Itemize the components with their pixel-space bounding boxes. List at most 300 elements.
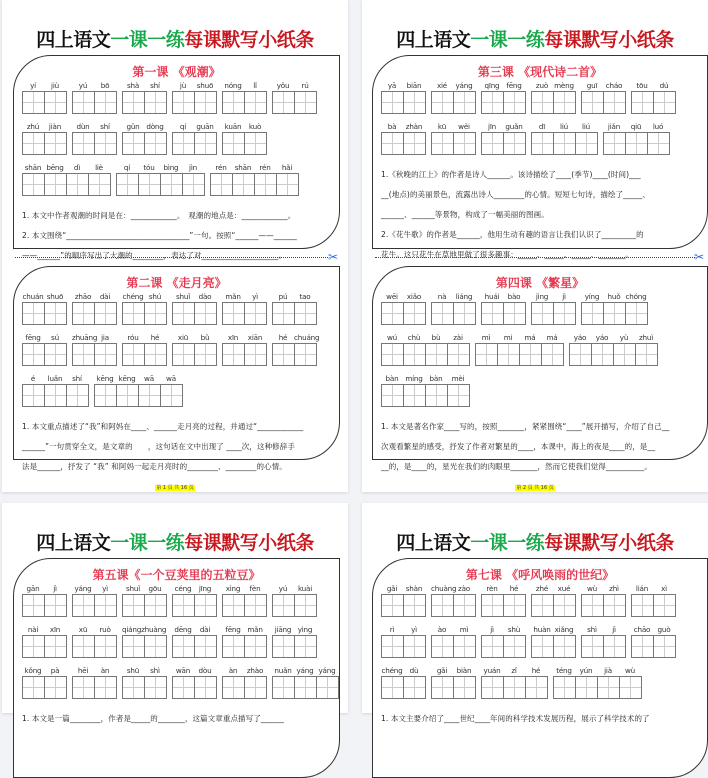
word-group [381, 373, 470, 413]
character-box[interactable] [117, 174, 139, 195]
character-box[interactable] [123, 303, 145, 324]
character-box[interactable] [382, 344, 404, 365]
character-box[interactable] [632, 595, 654, 616]
question-line: 1. 本文是著名作家____写的，按照_______，紧紧围绕“____”展开描写，介绍了自己__ [381, 422, 670, 431]
character-box[interactable] [45, 595, 67, 616]
character-box[interactable] [95, 595, 117, 616]
pinyin-syllable: yì [252, 292, 258, 301]
character-box[interactable] [404, 92, 426, 113]
character-box[interactable] [273, 303, 295, 324]
character-box[interactable] [45, 636, 67, 657]
character-box[interactable] [161, 174, 183, 195]
word-group [222, 291, 267, 331]
writing-grid [631, 594, 676, 617]
character-box[interactable] [382, 303, 404, 324]
character-box[interactable] [23, 92, 45, 113]
pinyin-syllable: mèng [554, 81, 574, 90]
lesson-title: 第二课 《走月亮》 [126, 276, 227, 290]
character-box[interactable] [592, 344, 614, 365]
pinyin-syllable: zài [453, 333, 463, 342]
character-box[interactable] [554, 677, 576, 698]
character-box[interactable] [73, 636, 95, 657]
character-box[interactable] [554, 303, 576, 324]
word-group [531, 291, 576, 331]
character-box[interactable] [117, 385, 139, 406]
pinyin-label [22, 665, 67, 676]
word-group [116, 162, 205, 202]
pinyin-syllable: gǎi [386, 584, 398, 593]
title-part-3: 每课默写小纸条 [184, 29, 314, 51]
character-box[interactable] [145, 133, 167, 154]
word-group [631, 80, 676, 120]
character-box[interactable] [173, 303, 195, 324]
character-box[interactable] [432, 133, 454, 154]
character-box[interactable] [454, 595, 476, 616]
character-box[interactable] [23, 595, 45, 616]
character-box[interactable] [195, 133, 217, 154]
character-box[interactable] [277, 174, 299, 195]
character-box[interactable] [382, 636, 404, 657]
character-box[interactable] [295, 344, 317, 365]
character-box[interactable] [382, 385, 404, 406]
pinyin-syllable: dī [538, 122, 546, 131]
character-box[interactable] [173, 636, 195, 657]
pinyin-syllable: yìng [297, 625, 313, 634]
writing-grid [431, 635, 476, 658]
character-box[interactable] [382, 677, 404, 698]
pinyin-syllable: pú [278, 292, 288, 301]
character-box[interactable] [454, 133, 476, 154]
word-group [581, 291, 648, 331]
character-box[interactable] [604, 133, 626, 154]
character-box[interactable] [504, 595, 526, 616]
character-box[interactable] [95, 636, 117, 657]
pinyin-syllable: mi [503, 333, 513, 342]
character-box[interactable] [123, 92, 145, 113]
pinyin-syllable: shí [100, 122, 110, 131]
character-box[interactable] [89, 174, 111, 195]
pinyin-label [481, 624, 526, 635]
character-box[interactable] [245, 595, 267, 616]
character-box[interactable] [654, 92, 676, 113]
character-box[interactable] [23, 133, 45, 154]
character-box[interactable] [173, 133, 195, 154]
character-box[interactable] [520, 344, 542, 365]
pinyin-label [122, 80, 167, 91]
character-box[interactable] [273, 595, 295, 616]
character-box[interactable] [604, 92, 626, 113]
character-box[interactable] [245, 92, 267, 113]
character-box[interactable] [139, 385, 161, 406]
character-box[interactable] [95, 677, 117, 698]
character-box[interactable] [67, 385, 89, 406]
pinyin-syllable: hé [531, 666, 541, 675]
writing-grid [22, 676, 67, 699]
pinyin-syllable: kēng [96, 374, 114, 383]
character-box[interactable] [482, 303, 504, 324]
character-box[interactable] [45, 385, 67, 406]
character-box[interactable] [173, 344, 195, 365]
writing-grid [481, 635, 526, 658]
character-box[interactable] [476, 344, 498, 365]
character-box[interactable] [223, 636, 245, 657]
character-box[interactable] [23, 174, 45, 195]
character-box[interactable] [454, 636, 476, 657]
character-box[interactable] [255, 174, 277, 195]
pinyin-label [22, 121, 67, 132]
pinyin-syllable: pà [50, 666, 60, 675]
pinyin-label [569, 332, 658, 343]
character-box[interactable] [123, 677, 145, 698]
character-box[interactable] [542, 344, 564, 365]
pinyin-row [22, 162, 339, 202]
character-box[interactable] [223, 595, 245, 616]
character-box[interactable] [123, 636, 145, 657]
character-box[interactable] [245, 677, 267, 698]
word-group [222, 583, 267, 623]
character-box[interactable] [273, 677, 295, 698]
pinyin-syllable: zhāo [74, 292, 92, 301]
word-group [22, 373, 89, 413]
character-box[interactable] [498, 344, 520, 365]
pinyin-syllable: zào [458, 584, 470, 593]
character-box[interactable] [532, 92, 554, 113]
character-box[interactable] [504, 303, 526, 324]
writing-grid [631, 91, 676, 114]
character-box[interactable] [382, 92, 404, 113]
character-box[interactable] [45, 92, 67, 113]
pinyin-syllable: guān [196, 122, 214, 131]
character-box[interactable] [95, 385, 117, 406]
character-box[interactable] [448, 385, 470, 406]
word-group [481, 121, 526, 161]
character-box[interactable] [195, 92, 217, 113]
character-box[interactable] [223, 92, 245, 113]
character-box[interactable] [526, 677, 548, 698]
pinyin-syllable: wù [624, 666, 636, 675]
character-box[interactable] [195, 677, 217, 698]
pinyin-syllable: xiū [177, 333, 189, 342]
scissors-icon: ✂ [328, 250, 339, 264]
character-box[interactable] [145, 303, 167, 324]
character-box[interactable] [404, 303, 426, 324]
character-box[interactable] [404, 636, 426, 657]
pinyin-syllable: xiān [247, 333, 263, 342]
page-title [362, 25, 708, 52]
character-box[interactable] [139, 174, 161, 195]
character-box[interactable] [123, 344, 145, 365]
character-box[interactable] [73, 677, 95, 698]
character-box[interactable] [432, 636, 454, 657]
pinyin-syllable: qí [179, 122, 187, 131]
writing-grid [172, 676, 217, 699]
character-box[interactable] [636, 344, 658, 365]
character-box[interactable] [223, 344, 245, 365]
character-box[interactable] [145, 636, 167, 657]
character-box[interactable] [273, 344, 295, 365]
writing-grid [475, 343, 564, 366]
character-box[interactable] [223, 677, 245, 698]
word-group [22, 291, 67, 331]
character-box[interactable] [195, 344, 217, 365]
character-box[interactable] [554, 92, 576, 113]
pinyin-rows [373, 80, 707, 161]
pinyin-syllable: chéng [381, 666, 403, 675]
word-group [122, 80, 167, 120]
character-box[interactable] [95, 92, 117, 113]
writing-grid [122, 635, 167, 658]
writing-grid [72, 91, 117, 114]
character-box[interactable] [604, 595, 626, 616]
character-box[interactable] [482, 595, 504, 616]
character-box[interactable] [654, 595, 676, 616]
word-group [222, 624, 267, 664]
character-box[interactable] [554, 636, 576, 657]
character-box[interactable] [233, 174, 255, 195]
character-box[interactable] [582, 595, 604, 616]
character-box[interactable] [161, 385, 183, 406]
pinyin-syllable: yáng [74, 584, 92, 593]
character-box[interactable] [454, 303, 476, 324]
character-box[interactable] [382, 133, 404, 154]
character-box[interactable] [145, 595, 167, 616]
character-box[interactable] [426, 385, 448, 406]
word-group [531, 121, 598, 161]
character-box[interactable] [223, 133, 245, 154]
character-box[interactable] [532, 636, 554, 657]
character-box[interactable] [432, 92, 454, 113]
character-box[interactable] [482, 677, 504, 698]
pinyin-row [381, 373, 707, 413]
character-box[interactable] [123, 595, 145, 616]
pinyin-syllable: yáng [296, 666, 314, 675]
pinyin-syllable: zhuāng [72, 333, 98, 342]
word-group [631, 583, 676, 623]
character-box[interactable] [532, 133, 554, 154]
pinyin-label [222, 665, 267, 676]
character-box[interactable] [604, 303, 626, 324]
character-box[interactable] [195, 636, 217, 657]
character-box[interactable] [295, 595, 317, 616]
pinyin-syllable: hǎi [281, 163, 293, 172]
character-box[interactable] [145, 677, 167, 698]
writing-grid [431, 132, 476, 155]
character-box[interactable] [23, 636, 45, 657]
character-box[interactable] [95, 133, 117, 154]
writing-grid [222, 343, 267, 366]
pinyin-label [531, 583, 576, 594]
pinyin-syllable: chuán [22, 292, 44, 301]
character-box[interactable] [23, 385, 45, 406]
character-box[interactable] [632, 92, 654, 113]
pinyin-syllable: bàn [429, 374, 443, 383]
character-box[interactable] [273, 636, 295, 657]
pinyin-syllable: liú [582, 122, 590, 131]
character-box[interactable] [295, 636, 317, 657]
writing-grid [531, 302, 576, 325]
word-group [272, 291, 317, 331]
character-box[interactable] [245, 636, 267, 657]
pinyin-label [94, 373, 183, 384]
character-box[interactable] [504, 92, 526, 113]
word-group [72, 121, 117, 161]
word-group [122, 291, 167, 331]
character-box[interactable] [273, 92, 295, 113]
character-box[interactable] [23, 303, 45, 324]
character-box[interactable] [576, 133, 598, 154]
character-box[interactable] [532, 595, 554, 616]
pinyin-label [431, 291, 476, 302]
writing-grid [603, 132, 670, 155]
character-box[interactable] [576, 677, 598, 698]
question-line: 2. 本文围绕“________________________________”一句。按照“______——______ [22, 231, 297, 240]
character-box[interactable] [382, 595, 404, 616]
word-group [22, 121, 67, 161]
character-box[interactable] [23, 344, 45, 365]
character-box[interactable] [73, 92, 95, 113]
pinyin-syllable: shuō [46, 292, 64, 301]
word-group [431, 665, 476, 705]
character-box[interactable] [404, 344, 426, 365]
word-group [431, 80, 476, 120]
pinyin-syllable: má [546, 333, 558, 342]
character-box[interactable] [432, 595, 454, 616]
character-box[interactable] [295, 677, 317, 698]
question-line: 1. 本文主要介绍了____世纪____年间的科学技术发展历程，展示了科学技术的了 [381, 714, 650, 723]
character-box[interactable] [295, 92, 317, 113]
title-part-2: 一课一练 [470, 532, 545, 554]
pinyin-syllable: xiǎng [554, 625, 574, 634]
pinyin-syllable: rén [215, 163, 227, 172]
character-box[interactable] [317, 677, 339, 698]
pinyin-syllable: yáo [573, 333, 587, 342]
pinyin-label [272, 332, 320, 343]
character-box[interactable] [620, 677, 642, 698]
character-box[interactable] [654, 636, 676, 657]
character-box[interactable] [482, 133, 504, 154]
character-box[interactable] [598, 677, 620, 698]
character-box[interactable] [454, 92, 476, 113]
question-line: ——______”的顺序写出了大潮的________，表达了对____________________。 [22, 251, 287, 260]
character-box[interactable] [570, 344, 592, 365]
pinyin-syllable: chāo [633, 625, 651, 634]
character-box[interactable] [648, 133, 670, 154]
character-box[interactable] [145, 92, 167, 113]
character-box[interactable] [45, 133, 67, 154]
character-box[interactable] [73, 303, 95, 324]
character-box[interactable] [73, 133, 95, 154]
page-1 [2, 0, 348, 492]
writing-grid [22, 594, 67, 617]
character-box[interactable] [482, 636, 504, 657]
character-box[interactable] [145, 344, 167, 365]
writing-grid [531, 594, 576, 617]
writing-grid [272, 635, 317, 658]
character-box[interactable] [582, 303, 604, 324]
pinyin-row [22, 291, 339, 331]
character-box[interactable] [632, 636, 654, 657]
character-box[interactable] [448, 344, 470, 365]
pinyin-syllable: cháo [605, 81, 623, 90]
character-box[interactable] [183, 174, 205, 195]
character-box[interactable] [73, 344, 95, 365]
character-box[interactable] [582, 92, 604, 113]
character-box[interactable] [245, 133, 267, 154]
pinyin-syllable: wā [144, 374, 154, 383]
character-box[interactable] [95, 344, 117, 365]
character-box[interactable] [404, 677, 426, 698]
character-box[interactable] [173, 92, 195, 113]
character-box[interactable] [173, 595, 195, 616]
character-box[interactable] [295, 303, 317, 324]
pinyin-syllable: shí [150, 81, 160, 90]
character-box[interactable] [554, 595, 576, 616]
pinyin-label [222, 583, 267, 594]
character-box[interactable] [195, 303, 217, 324]
character-box[interactable] [195, 595, 217, 616]
pinyin-label [22, 583, 67, 594]
character-box[interactable] [211, 174, 233, 195]
pinyin-syllable: àn [228, 666, 238, 675]
character-box[interactable] [123, 133, 145, 154]
pinyin-syllable: mǎn [247, 625, 263, 634]
pinyin-syllable: nuǎn [274, 666, 292, 675]
character-box[interactable] [532, 303, 554, 324]
character-box[interactable] [614, 344, 636, 365]
character-box[interactable] [432, 303, 454, 324]
character-box[interactable] [454, 677, 476, 698]
character-box[interactable] [23, 677, 45, 698]
question-line: 1.《秋晚的江上》的作者是诗人______。该诗描绘了____(季节)____(时间)___ [381, 170, 641, 179]
pinyin-syllable: yíng [584, 292, 600, 301]
character-box[interactable] [45, 344, 67, 365]
character-box[interactable] [67, 174, 89, 195]
character-box[interactable] [404, 385, 426, 406]
character-box[interactable] [504, 133, 526, 154]
character-box[interactable] [45, 174, 67, 195]
pinyin-label [172, 665, 217, 676]
character-box[interactable] [173, 677, 195, 698]
character-box[interactable] [432, 677, 454, 698]
character-box[interactable] [95, 303, 117, 324]
pinyin-syllable: dú [659, 81, 669, 90]
character-box[interactable] [626, 133, 648, 154]
pinyin-syllable: fēng [25, 333, 41, 342]
character-box[interactable] [504, 677, 526, 698]
character-box[interactable] [404, 133, 426, 154]
word-group [22, 624, 67, 664]
character-box[interactable] [223, 303, 245, 324]
character-box[interactable] [404, 595, 426, 616]
character-box[interactable] [554, 133, 576, 154]
word-group [222, 121, 267, 161]
character-box[interactable] [482, 92, 504, 113]
character-box[interactable] [73, 595, 95, 616]
character-box[interactable] [45, 303, 67, 324]
word-group [172, 624, 217, 664]
character-box[interactable] [582, 636, 604, 657]
character-box[interactable] [626, 303, 648, 324]
character-box[interactable] [45, 677, 67, 698]
character-box[interactable] [245, 344, 267, 365]
character-box[interactable] [504, 636, 526, 657]
character-box[interactable] [245, 303, 267, 324]
character-box[interactable] [604, 636, 626, 657]
character-box[interactable] [426, 344, 448, 365]
word-group [581, 583, 626, 623]
pinyin-syllable: jia [101, 333, 109, 342]
lesson-card [372, 558, 708, 778]
